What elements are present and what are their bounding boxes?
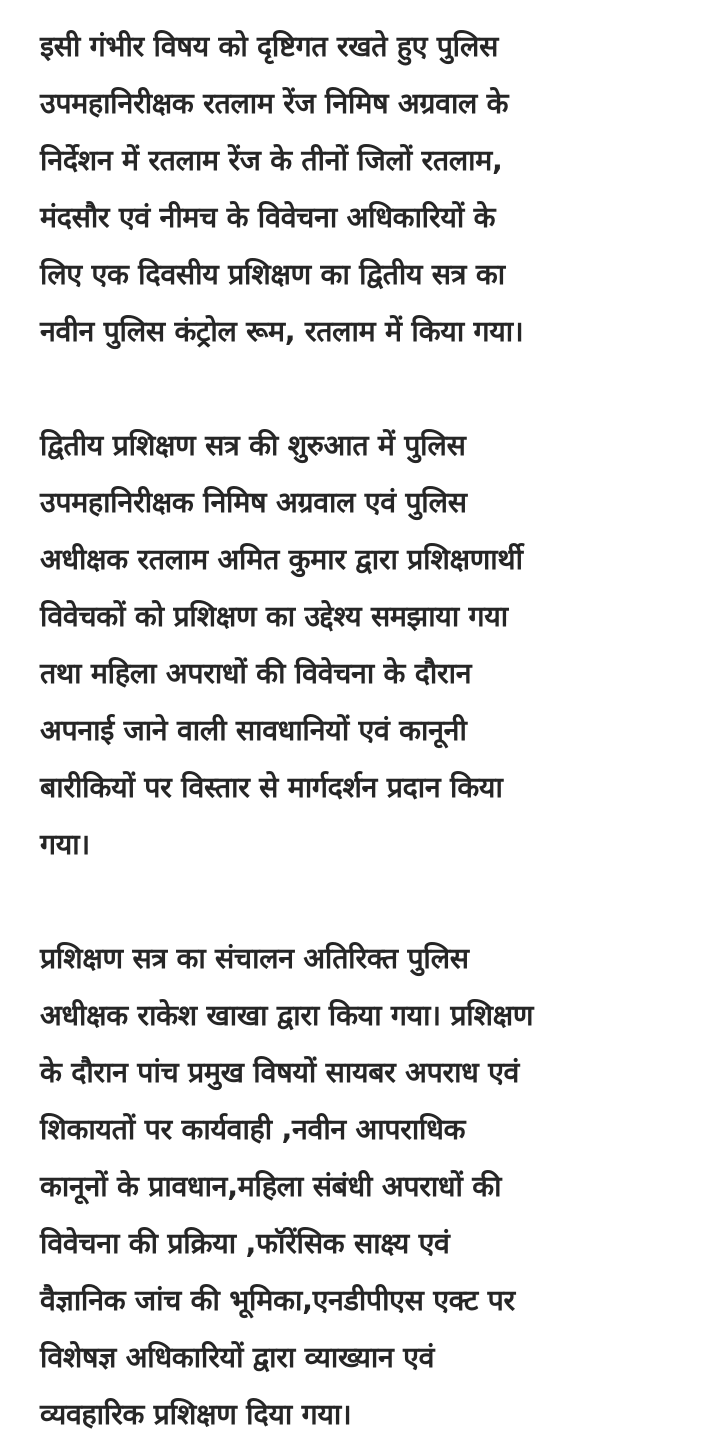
text-line: व्यवहारिक प्रशिक्षण दिया गया। xyxy=(40,1398,352,1431)
text-line: विशेषज्ञ अधिकारियों द्वारा व्याख्यान एवं xyxy=(40,1341,435,1374)
text-line: इसी गंभीर विषय को दृष्टिगत रखते हुए पुलिस xyxy=(40,30,499,63)
text-line: अधीक्षक राकेश खाखा द्वारा किया गया। प्रशिक्षण xyxy=(40,999,534,1032)
text-line: शिकायतों पर कार्यवाही ,नवीन आपराधिक xyxy=(40,1113,466,1146)
text-line: अधीक्षक रतलाम अमित कुमार द्वारा प्रशिक्षणार्थी xyxy=(40,543,523,576)
text-line: नवीन पुलिस कंट्रोल रूम, रतलाम में किया गया। xyxy=(40,315,524,348)
text-line: द्वितीय प्रशिक्षण सत्र की शुरुआत में पुलिस xyxy=(40,429,466,462)
paragraph-2 xyxy=(40,417,700,873)
text-line: कानूनों के प्रावधान,महिला संबंधी अपराधों की xyxy=(40,1170,502,1203)
text-line: प्रशिक्षण सत्र का संचालन अतिरिक्त पुलिस xyxy=(40,942,469,975)
paragraph-3 xyxy=(40,930,700,1443)
text-line: के दौरान पांच प्रमुख विषयों सायबर अपराध एवं xyxy=(40,1056,520,1089)
text-line: उपमहानिरीक्षक रतलाम रेंज निमिष अग्रवाल के xyxy=(40,87,509,120)
text-line: बारीकियों पर विस्तार से मार्गदर्शन प्रदान किया xyxy=(40,771,503,804)
text-line: उपमहानिरीक्षक निमिष अग्रवाल एवं पुलिस xyxy=(40,486,467,519)
article-body xyxy=(40,18,700,1443)
paragraph-gap xyxy=(40,360,700,417)
paragraph-1 xyxy=(40,18,700,360)
text-line: विवेचकों को प्रशिक्षण का उद्देश्य समझाया गया xyxy=(40,600,508,633)
text-line: गया। xyxy=(40,828,90,861)
text-line: विवेचना की प्रक्रिया ,फॉरेंसिक साक्ष्य एवं xyxy=(40,1227,450,1260)
text-line: वैज्ञानिक जांच की भूमिका,एनडीपीएस एक्ट पर xyxy=(40,1284,515,1317)
text-line: अपनाई जाने वाली सावधानियों एवं कानूनी xyxy=(40,714,467,747)
text-line: लिए एक दिवसीय प्रशिक्षण का द्वितीय सत्र का xyxy=(40,258,505,291)
text-line: तथा महिला अपराधों की विवेचना के दौरान xyxy=(40,657,472,690)
paragraph-gap xyxy=(40,873,700,930)
text-line: निर्देशन में रतलाम रेंज के तीनों जिलों रतलाम, xyxy=(40,144,503,177)
text-line: मंदसौर एवं नीमच के विवेचना अधिकारियों के xyxy=(40,201,496,234)
